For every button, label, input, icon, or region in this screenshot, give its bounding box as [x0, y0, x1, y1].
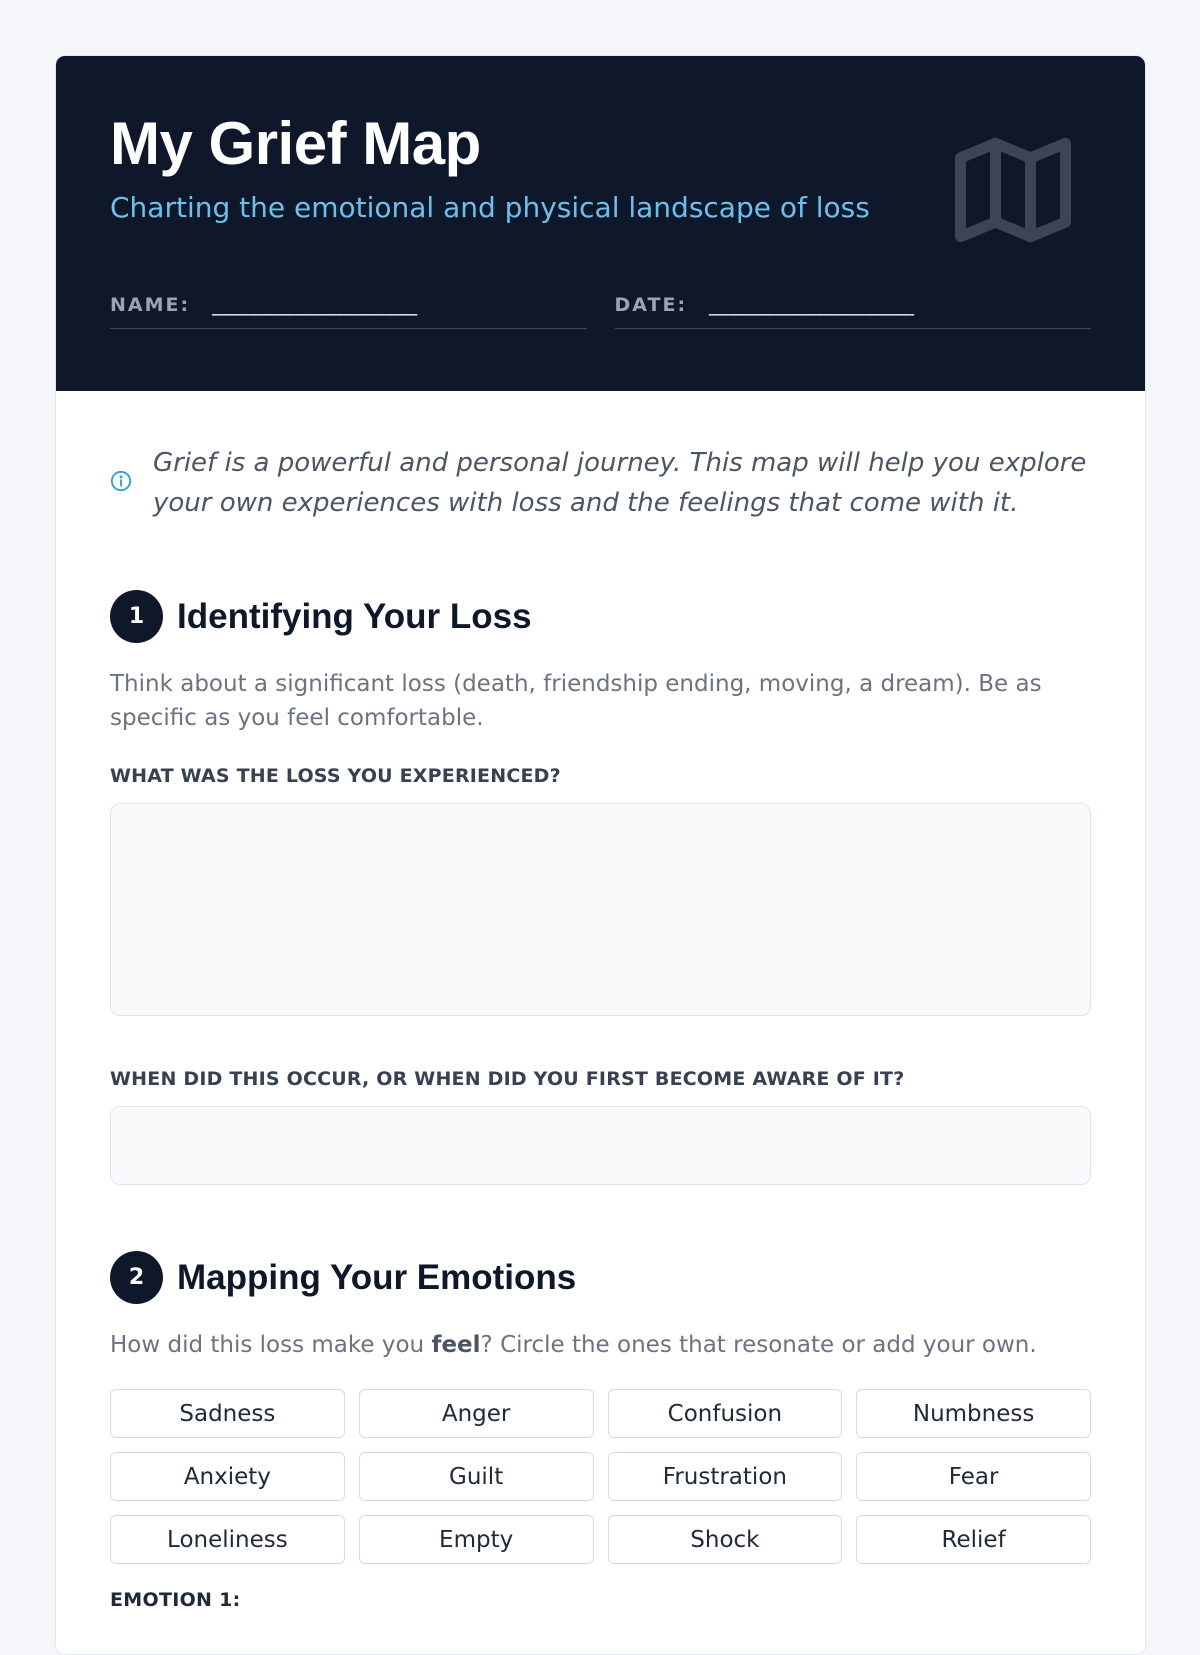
- section-1-description: Think about a significant loss (death, friendship ending, moving, a dream). Be as specific as you feel comfortable.: [110, 671, 1042, 731]
- when-answer-field[interactable]: [110, 1106, 1091, 1185]
- section-1-title: Identifying Your Loss: [177, 596, 532, 636]
- emotion-chip-confusion[interactable]: Confusion: [608, 1389, 843, 1438]
- emotion-chip-sadness[interactable]: Sadness: [110, 1389, 345, 1438]
- date-field[interactable]: [615, 294, 1092, 329]
- intro-text: Grief is a powerful and personal journey. This map will help you explore your own experiences with loss and the feelings that come with it.: [153, 448, 1087, 518]
- emotion-chip-frustration[interactable]: Frustration: [608, 1452, 843, 1501]
- section-2-header: [110, 1251, 1091, 1304]
- emotion-chip-shock[interactable]: Shock: [608, 1515, 843, 1564]
- meta-row: [110, 294, 1091, 329]
- name-field[interactable]: [110, 294, 587, 329]
- name-label: NAME:: [110, 294, 191, 316]
- info-icon: [110, 470, 132, 492]
- content: [56, 443, 1145, 1564]
- worksheet-card: [55, 55, 1146, 1655]
- step-number-2: 2: [110, 1251, 163, 1304]
- emotion-chips: [110, 1389, 1091, 1564]
- page-subtitle: Charting the emotional and physical landscape of loss: [110, 191, 870, 224]
- section-2-description-post: ? Circle the ones that resonate or add your own.: [480, 1332, 1037, 1358]
- emotion-chip-numbness[interactable]: Numbness: [856, 1389, 1091, 1438]
- section-1-header: [110, 590, 1091, 643]
- page-title: My Grief Map: [110, 110, 481, 177]
- intro-note: [110, 443, 1091, 523]
- emotion-chip-guilt[interactable]: Guilt: [359, 1452, 594, 1501]
- step-number-1: 1: [110, 590, 163, 643]
- emotion-chip-relief[interactable]: Relief: [856, 1515, 1091, 1564]
- emotion-chip-loneliness[interactable]: Loneliness: [110, 1515, 345, 1564]
- header: [56, 56, 1145, 391]
- section-2-description-pre: How did this loss make you: [110, 1332, 432, 1358]
- name-blank: ________________________: [212, 294, 417, 316]
- date-blank: ________________________: [709, 294, 914, 316]
- section-2-description: [110, 1328, 1091, 1362]
- emotion-chip-anxiety[interactable]: Anxiety: [110, 1452, 345, 1501]
- loss-question-label: WHAT WAS THE LOSS YOU EXPERIENCED?: [110, 765, 561, 787]
- loss-answer-field[interactable]: [110, 803, 1091, 1016]
- emotion-chip-anger[interactable]: Anger: [359, 1389, 594, 1438]
- map-icon: [943, 120, 1083, 260]
- when-question-label: WHEN DID THIS OCCUR, OR WHEN DID YOU FIRST BECOME AWARE OF IT?: [110, 1068, 905, 1090]
- date-label: DATE:: [614, 294, 688, 316]
- emotion-1-label: EMOTION 1:: [110, 1589, 241, 1611]
- section-2-title: Mapping Your Emotions: [177, 1257, 577, 1297]
- emotion-chip-empty[interactable]: Empty: [359, 1515, 594, 1564]
- emotion-chip-fear[interactable]: Fear: [856, 1452, 1091, 1501]
- section-2-description-emphasis: feel: [431, 1332, 481, 1358]
